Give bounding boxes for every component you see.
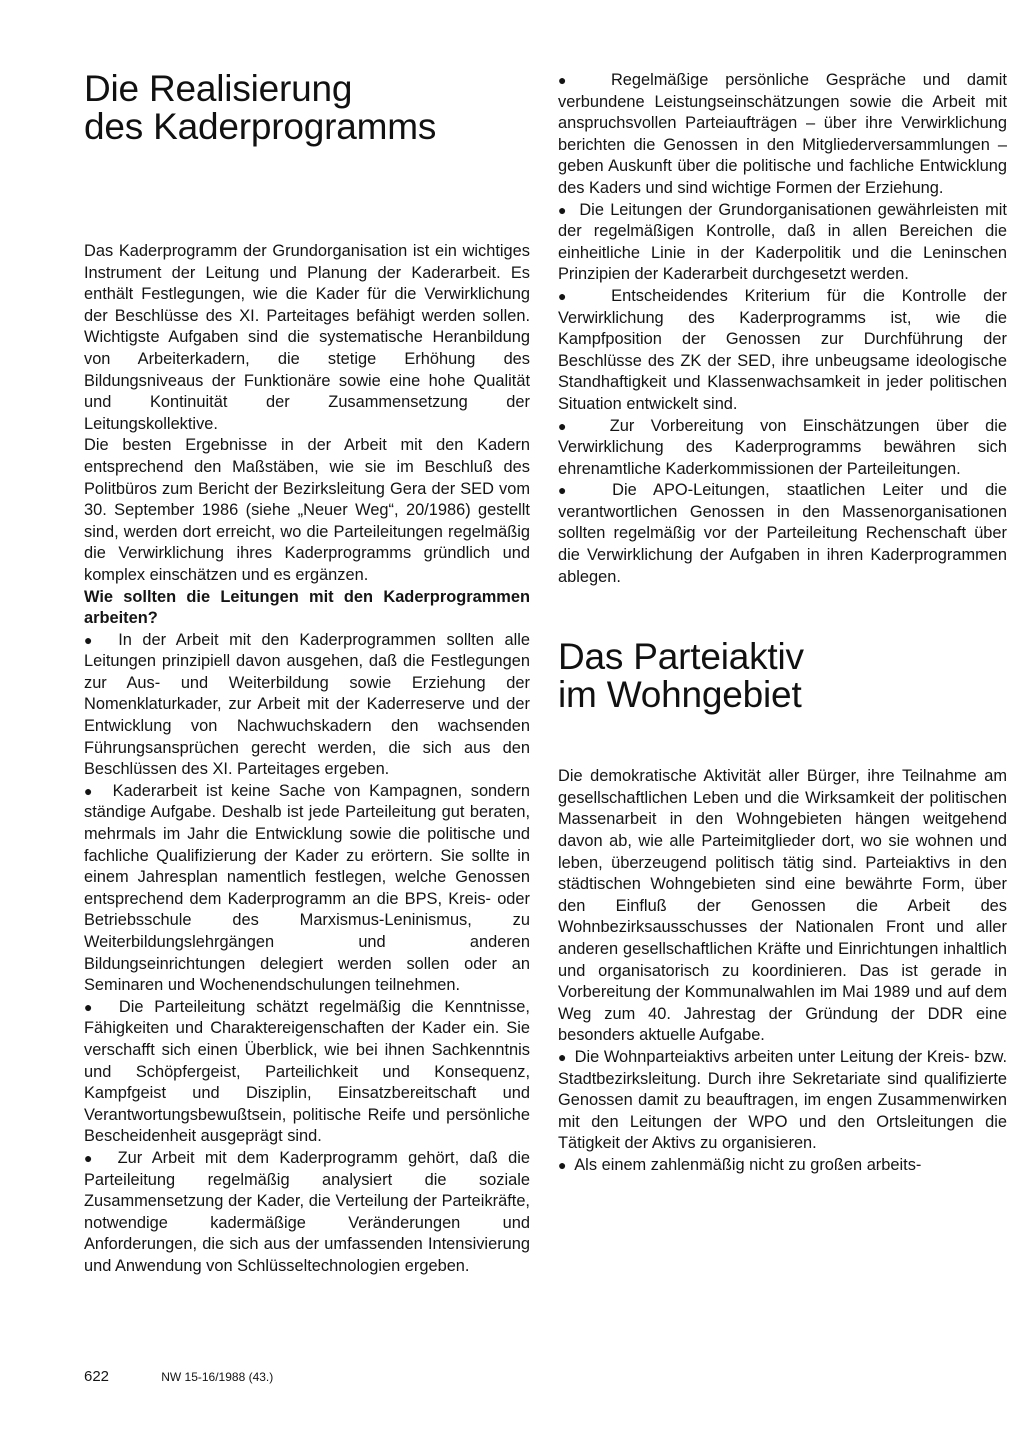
page-footer: [84, 1368, 273, 1385]
bullet-paragraph: ● Die Leitungen der Grundorganisationen gewährleisten mit der regelmäßigen Kontrolle, daß in allen Bereichen die einheitliche Linie in der Kaderpolitik und die Leninschen Prinzipien der Kaderarbeit durchgesetzt werden.: [558, 200, 1007, 286]
bullet-paragraph: ● In der Arbeit mit den Kaderprogrammen sollten alle Leitungen prinzipiell davon ausgehen, daß die Festlegungen zur Aus- und Weiterbildung sowie Erziehung der Nomenklaturkader, zur Arbeit mit der Kaderreserve und der Entwicklung von Nachwuchskadern den wachsenden Führungsansprüchen gerecht werden, die sich aus den Beschlüssen des XI. Parteitages ergeben.: [84, 630, 530, 781]
left-column: [84, 70, 530, 1278]
title-line: Das Parteiaktiv: [558, 636, 804, 678]
article-title-kaderprogramm: [84, 70, 530, 146]
title-line: im Wohngebiet: [558, 674, 802, 716]
title-line: des Kaderprogramms: [84, 106, 437, 147]
issue-reference: NW 15-16/1988 (43.): [161, 1370, 274, 1384]
bullet-paragraph: ● Die Parteileitung schätzt regelmäßig die Kenntnisse, Fähigkeiten und Charaktereigenschaften der Kader ein. Sie verschafft sich einen Überblick, wie bei ihnen Sachkenntnis und Schöpfergeist, Parteilichkeit und Konsequenz, Kampfgeist und Disziplin, Einsatzbereitschaft und Verantwortungsbewußtsein, politische Reife und persönliche Bescheidenheit ausgeprägt sind.: [84, 997, 530, 1148]
article-title-parteiaktiv: [558, 638, 1007, 714]
paragraph: Das Kaderprogramm der Grundorganisation ist ein wichtiges Instrument der Leitung und Planung der Kaderarbeit. Es enthält Festlegungen, wie die Kader für die Verwirklichung der Beschlüsse des XI. Parteitages befähigt werden sollen. Wichtigste Aufgaben sind die systematische Heranbildung von Arbeiterkadern, die stetige Erhöhung des Bildungsniveaus der Funktionäre sowie eine hohe Qualität und Kontinuität der Zusammensetzung der Leitungskollektive.: [84, 242, 530, 433]
bullet-paragraph: ● Regelmäßige persönliche Gespräche und damit verbundene Leistungseinschätzungen sowie die Arbeit mit anspruchsvollen Parteiaufträgen – über ihre Verwirklichung berichten die Genossen in den Mitgliederversammlungen – geben Auskunft über die politische und fachliche Entwicklung des Kaders und sind wichtige Formen der Erziehung.: [558, 70, 1007, 200]
page-number: 622: [84, 1368, 110, 1385]
title-line: Die Realisierung: [84, 68, 353, 109]
bullet-paragraph: ● Die APO-Leitungen, staatlichen Leiter und die verantwortlichen Genossen in den Massenorganisationen sollten regelmäßig vor der Parteileitung Rechenschaft über die Verwirklichung der Aufgaben in ihren Kaderprogrammen ablegen.: [558, 480, 1007, 588]
bullet-paragraph: ● Zur Vorbereitung von Einschätzungen über die Verwirklichung des Kaderprogramms bewähren sich ehrenamtliche Kaderkommissionen der Parteileitungen.: [558, 416, 1007, 481]
subheading: Wie sollten die Leitungen mit den Kaderprogrammen arbeiten?: [84, 587, 530, 628]
bullet-paragraph: ● Kaderarbeit ist keine Sache von Kampagnen, sondern ständige Aufgabe. Deshalb ist jede Parteileitung gut beraten, mehrmals im Jahr die Entwicklung sowie die politische und fachliche Qualifizierung der Kader zu erörtern. Sie sollte in einem Jahresplan namentlich festlegen, welche Genossen entsprechend dem Kaderprogramm an die BPS, Kreis- oder Betriebsschule des Marxismus-Leninismus, zu Weiterbildungslehrgängen und anderen Bildungseinrichtungen delegiert werden sollen oder an Seminaren und Wochenendschulungen teilnehmen.: [84, 781, 530, 997]
bullet-paragraph: ● Die Wohnparteiaktivs arbeiten unter Leitung der Kreis- bzw. Stadtbezirksleitung. Durch ihre Sekretariate sind qualifizierte Genossen damit zu beauftragen, im engen Zusammenwirken mit den Leitungen der WPO und den Ortsleitungen die Tätigkeit der Aktivs zu organisieren.: [558, 1047, 1007, 1155]
bullet-paragraph: ● Entscheidendes Kriterium für die Kontrolle der Verwirklichung des Kaderprogramms ist, wie die Kampfposition der Genossen zur Durchführung der Beschlüsse des ZK der SED, ihre unbeugsame ideologische Standhaftigkeit und Klassenwachsamkeit in jeder politischen Situation entwickelt sind.: [558, 286, 1007, 416]
right-column: [558, 70, 1007, 1177]
paragraph: Die demokratische Aktivität aller Bürger, ihre Teilnahme am gesellschaftlichen Leben und die Wirksamkeit der politischen Massenarbeit in den Wohngebieten hängen weitgehend davon ab, wie alle Parteimitglieder dort, wo sie wohnen und leben, überzeugend politisch tätig sind. Parteiaktivs in den städtischen Wohngebieten sind eine bewährte Form, über den Einfluß der Genossen die Arbeit des Wohnbezirksausschusses der Nationalen Front und aller anderen gesellschaftlichen Kräfte und Einrichtungen inhaltlich und organisatorisch zu koordinieren. Das ist gerade in Vorbereitung der Kommunalwahlen im Mai 1989 und auf dem Weg zum 40. Jahrestag der Gründung der DDR eine besonders aktuelle Aufgabe.: [558, 767, 1007, 1045]
bullet-paragraph: ● Als einem zahlenmäßig nicht zu großen arbeits-: [558, 1155, 1007, 1177]
bullet-paragraph: ● Zur Arbeit mit dem Kaderprogramm gehört, daß die Parteileitung regelmäßig analysiert die soziale Zusammensetzung der Kader, die Verteilung der Parteikräfte, notwendige kadermäßige Veränderungen und Anforderungen, die sich aus der umfassenden Intensivierung und Anwendung von Schlüsseltechnologien ergeben.: [84, 1148, 530, 1278]
paragraph: Die besten Ergebnisse in der Arbeit mit den Kadern entsprechend den Maßstäben, wie sie im Beschluß des Politbüros zum Bericht der Bezirksleitung Gera der SED vom 30. September 1986 (siehe „Neuer Weg“, 20/1986) gestellt sind, werden dort erreicht, wo die Parteileitungen regelmäßig die Verwirklichung ihres Kaderprogramms gründlich und komplex einschätzen und es ergänzen.: [84, 436, 530, 584]
